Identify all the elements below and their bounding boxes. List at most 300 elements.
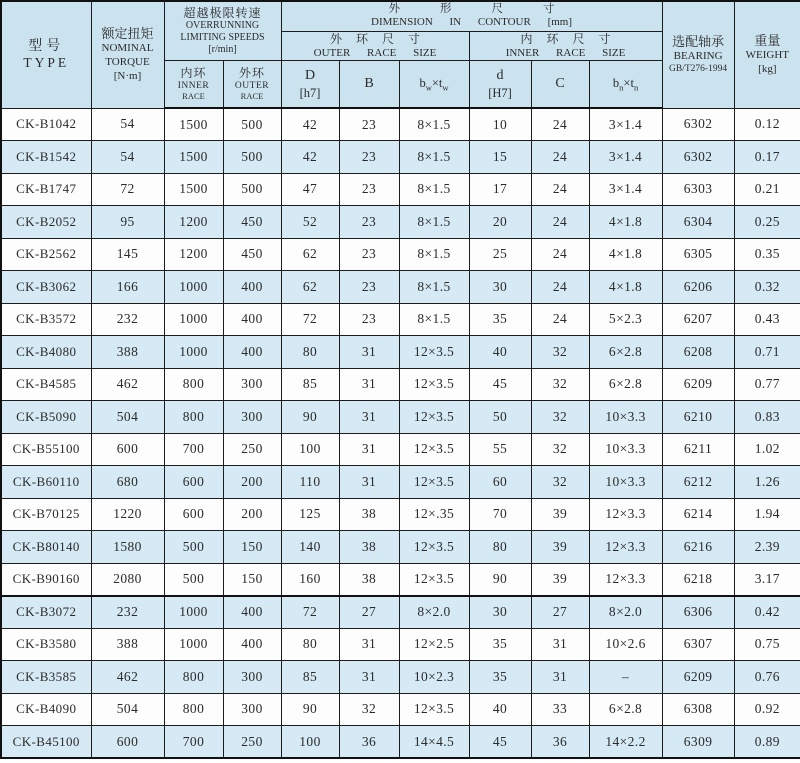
table-row [1, 693, 800, 726]
cell-bearing: 6216 [662, 531, 734, 564]
cell-inner-race-bn-tn: 3×1.4 [589, 173, 662, 206]
table-row [1, 141, 800, 174]
cell-outer-race-speed: 300 [223, 401, 281, 434]
cell-inner-race-d: 70 [469, 498, 531, 531]
cell-outer-race-D: 42 [281, 141, 339, 174]
cell-inner-race-C: 24 [531, 238, 589, 271]
cell-type: CK-B2562 [1, 238, 91, 271]
table-row [1, 596, 800, 629]
cell-inner-race-d: 45 [469, 368, 531, 401]
col-header-inner-race-size [469, 31, 662, 60]
cell-weight-kg: 0.25 [734, 206, 800, 239]
cell-torque-nm: 504 [91, 693, 164, 726]
cell-outer-race-speed: 400 [223, 628, 281, 661]
cell-outer-race-B: 31 [339, 336, 399, 369]
cell-torque-nm: 54 [91, 108, 164, 141]
cell-inner-race-speed: 700 [164, 726, 223, 759]
cell-outer-race-D: 62 [281, 271, 339, 304]
cell-outer-race-D: 62 [281, 238, 339, 271]
cell-weight-kg: 0.12 [734, 108, 800, 141]
cell-outer-race-bw-tw: 12×.35 [399, 498, 469, 531]
cell-weight-kg: 0.71 [734, 336, 800, 369]
cell-bearing: 6209 [662, 661, 734, 694]
table-row [1, 303, 800, 336]
cell-bearing: 6309 [662, 726, 734, 759]
table-row [1, 206, 800, 239]
cell-inner-race-d: 20 [469, 206, 531, 239]
cell-torque-nm: 680 [91, 466, 164, 499]
cell-outer-race-bw-tw: 8×1.5 [399, 173, 469, 206]
torque-header-zh: 额定扭矩 [101, 26, 154, 41]
torque-header [92, 22, 164, 88]
d-label: d [496, 67, 504, 83]
B-label: B [364, 75, 374, 91]
cell-inner-race-bn-tn: 10×3.3 [589, 401, 662, 434]
cell-inner-race-speed: 500 [164, 531, 223, 564]
cell-outer-race-speed: 500 [223, 108, 281, 141]
cell-outer-race-B: 23 [339, 303, 399, 336]
cell-torque-nm: 462 [91, 661, 164, 694]
cell-inner-race-speed: 1000 [164, 596, 223, 629]
cell-outer-race-D: 47 [281, 173, 339, 206]
cell-outer-race-B: 31 [339, 368, 399, 401]
weight-header-unit: [kg] [758, 62, 777, 75]
cell-outer-race-bw-tw: 12×3.5 [399, 466, 469, 499]
cell-outer-race-D: 140 [281, 531, 339, 564]
speeds-header-unit: [r/min] [208, 43, 237, 55]
table-row [1, 173, 800, 206]
cell-type: CK-B1747 [1, 173, 91, 206]
col-header-torque [91, 1, 164, 108]
cell-inner-race-d: 45 [469, 726, 531, 759]
cell-inner-race-speed: 1500 [164, 141, 223, 174]
cell-outer-race-bw-tw: 12×2.5 [399, 628, 469, 661]
cell-outer-race-speed: 400 [223, 336, 281, 369]
table-row [1, 368, 800, 401]
cell-type: CK-B5090 [1, 401, 91, 434]
table-row [1, 628, 800, 661]
cell-inner-race-speed: 800 [164, 693, 223, 726]
bearing-header-en: BEARING [673, 50, 723, 63]
cell-outer-race-D: 72 [281, 596, 339, 629]
cell-inner-race-bn-tn: 10×3.3 [589, 433, 662, 466]
cell-inner-race-speed: 800 [164, 368, 223, 401]
cell-torque-nm: 54 [91, 141, 164, 174]
cell-outer-race-speed: 300 [223, 368, 281, 401]
table-row [1, 498, 800, 531]
cell-bearing: 6302 [662, 141, 734, 174]
cell-bearing: 6206 [662, 271, 734, 304]
torque-header-en1: NOMINAL [101, 42, 154, 55]
cell-torque-nm: 1580 [91, 531, 164, 564]
col-header-type [1, 1, 91, 108]
cell-outer-race-D: 42 [281, 108, 339, 141]
cell-inner-race-speed: 1000 [164, 628, 223, 661]
cell-outer-race-B: 31 [339, 466, 399, 499]
cell-inner-race-C: 39 [531, 531, 589, 564]
col-header-outer-race-speed [223, 60, 281, 108]
bn-tn-label: $b_n\times t_n$ [612, 75, 639, 92]
cell-outer-race-B: 31 [339, 628, 399, 661]
cell-type: CK-B45100 [1, 726, 91, 759]
cell-inner-race-bn-tn: 3×1.4 [589, 108, 662, 141]
cell-outer-race-D: 90 [281, 693, 339, 726]
cell-inner-race-speed: 800 [164, 661, 223, 694]
cell-outer-race-speed: 500 [223, 173, 281, 206]
cell-inner-race-d: 35 [469, 661, 531, 694]
cell-outer-race-B: 23 [339, 141, 399, 174]
cell-weight-kg: 0.43 [734, 303, 800, 336]
cell-inner-race-bn-tn: 4×1.8 [589, 238, 662, 271]
table-body [1, 108, 800, 758]
cell-torque-nm: 166 [91, 271, 164, 304]
cell-bearing: 6212 [662, 466, 734, 499]
cell-outer-race-B: 23 [339, 108, 399, 141]
speeds-header-en2: LIMITING SPEEDS [180, 31, 265, 43]
cell-inner-race-C: 39 [531, 498, 589, 531]
inner-speed-en2: RACE [182, 90, 205, 101]
cell-torque-nm: 72 [91, 173, 164, 206]
cell-inner-race-d: 17 [469, 173, 531, 206]
table-row [1, 466, 800, 499]
cell-inner-race-bn-tn: 5×2.3 [589, 303, 662, 336]
cell-inner-race-bn-tn: – [589, 661, 662, 694]
cell-bearing: 6305 [662, 238, 734, 271]
cell-inner-race-speed: 1500 [164, 108, 223, 141]
cell-outer-race-B: 36 [339, 726, 399, 759]
cell-outer-race-D: 80 [281, 336, 339, 369]
cell-outer-race-bw-tw: 8×1.5 [399, 303, 469, 336]
table-row [1, 401, 800, 434]
cell-weight-kg: 0.77 [734, 368, 800, 401]
col-header-B [339, 60, 399, 108]
cell-torque-nm: 600 [91, 726, 164, 759]
bearing-header-standard: GB/T276-1994 [669, 63, 728, 74]
cell-bearing: 6307 [662, 628, 734, 661]
cell-inner-race-bn-tn: 10×2.6 [589, 628, 662, 661]
cell-outer-race-B: 23 [339, 173, 399, 206]
cell-weight-kg: 0.92 [734, 693, 800, 726]
cell-inner-race-d: 90 [469, 563, 531, 596]
table-row [1, 108, 800, 141]
cell-inner-race-C: 36 [531, 726, 589, 759]
cell-outer-race-D: 85 [281, 661, 339, 694]
cell-bearing: 6308 [662, 693, 734, 726]
table-row [1, 238, 800, 271]
cell-torque-nm: 462 [91, 368, 164, 401]
cell-outer-race-speed: 200 [223, 466, 281, 499]
cell-inner-race-speed: 1000 [164, 303, 223, 336]
cell-outer-race-speed: 250 [223, 433, 281, 466]
cell-outer-race-B: 38 [339, 531, 399, 564]
cell-inner-race-speed: 600 [164, 498, 223, 531]
cell-bearing: 6304 [662, 206, 734, 239]
cell-inner-race-C: 24 [531, 141, 589, 174]
cell-weight-kg: 0.35 [734, 238, 800, 271]
outer-speed-zh: 外环 [239, 66, 266, 81]
cell-inner-race-bn-tn: 12×3.3 [589, 531, 662, 564]
cell-type: CK-B70125 [1, 498, 91, 531]
cell-type: CK-B3572 [1, 303, 91, 336]
cell-type: CK-B3585 [1, 661, 91, 694]
weight-header-zh: 重量 [754, 32, 781, 48]
cell-inner-race-C: 32 [531, 368, 589, 401]
cell-inner-race-d: 30 [469, 271, 531, 304]
cell-type: CK-B1542 [1, 141, 91, 174]
cell-outer-race-D: 85 [281, 368, 339, 401]
col-header-bw-tw [399, 60, 469, 108]
cell-inner-race-speed: 800 [164, 401, 223, 434]
dimension-header-en: DIMENSION IN CONTOUR [mm] [371, 16, 573, 29]
cell-outer-race-bw-tw: 8×1.5 [399, 206, 469, 239]
cell-outer-race-B: 31 [339, 401, 399, 434]
cell-inner-race-C: 32 [531, 336, 589, 369]
cell-weight-kg: 1.26 [734, 466, 800, 499]
cell-type: CK-B3072 [1, 596, 91, 629]
cell-outer-race-bw-tw: 12×3.5 [399, 433, 469, 466]
cell-inner-race-bn-tn: 4×1.8 [589, 206, 662, 239]
cell-inner-race-speed: 1500 [164, 173, 223, 206]
cell-outer-race-bw-tw: 10×2.3 [399, 661, 469, 694]
cell-weight-kg: 2.39 [734, 531, 800, 564]
cell-inner-race-speed: 1200 [164, 238, 223, 271]
table-row [1, 563, 800, 596]
cell-type: CK-B80140 [1, 531, 91, 564]
cell-bearing: 6210 [662, 401, 734, 434]
cell-outer-race-speed: 450 [223, 238, 281, 271]
cell-inner-race-bn-tn: 6×2.8 [589, 368, 662, 401]
cell-inner-race-bn-tn: 3×1.4 [589, 141, 662, 174]
cell-outer-race-B: 38 [339, 563, 399, 596]
cell-outer-race-bw-tw: 8×2.0 [399, 596, 469, 629]
dimension-header-zh: 外形尺寸 [388, 3, 595, 16]
bearing-header-zh: 选配轴承 [672, 33, 725, 49]
cell-inner-race-C: 31 [531, 628, 589, 661]
col-header-inner-race-speed [164, 60, 223, 108]
cell-weight-kg: 0.75 [734, 628, 800, 661]
weight-header-en: WEIGHT [745, 49, 790, 62]
cell-torque-nm: 504 [91, 401, 164, 434]
cell-inner-race-C: 33 [531, 693, 589, 726]
cell-outer-race-bw-tw: 8×1.5 [399, 238, 469, 271]
cell-type: CK-B55100 [1, 433, 91, 466]
cell-outer-race-B: 23 [339, 271, 399, 304]
cell-bearing: 6218 [662, 563, 734, 596]
col-header-weight [734, 1, 800, 108]
D-tolerance: [h7] [299, 85, 321, 100]
type-header-zh: 型号 [28, 38, 65, 54]
cell-bearing: 6207 [662, 303, 734, 336]
cell-inner-race-d: 25 [469, 238, 531, 271]
cell-outer-race-D: 125 [281, 498, 339, 531]
cell-type: CK-B4080 [1, 336, 91, 369]
cell-inner-race-C: 32 [531, 433, 589, 466]
cell-outer-race-B: 23 [339, 238, 399, 271]
D-label: D [304, 67, 316, 83]
type-header-en: TYPE [23, 55, 70, 71]
cell-bearing: 6303 [662, 173, 734, 206]
cell-outer-race-bw-tw: 12×3.5 [399, 693, 469, 726]
table-row [1, 336, 800, 369]
cell-inner-race-speed: 600 [164, 466, 223, 499]
cell-torque-nm: 232 [91, 596, 164, 629]
cell-inner-race-d: 40 [469, 336, 531, 369]
cell-outer-race-D: 160 [281, 563, 339, 596]
cell-inner-race-speed: 500 [164, 563, 223, 596]
cell-torque-nm: 1220 [91, 498, 164, 531]
cell-outer-race-B: 23 [339, 206, 399, 239]
cell-inner-race-bn-tn: 12×3.3 [589, 563, 662, 596]
cell-torque-nm: 145 [91, 238, 164, 271]
cell-bearing: 6214 [662, 498, 734, 531]
cell-weight-kg: 1.94 [734, 498, 800, 531]
speeds-header-en1: OVERRUNNING [185, 19, 260, 31]
cell-weight-kg: 0.32 [734, 271, 800, 304]
cell-inner-race-d: 35 [469, 628, 531, 661]
cell-type: CK-B2052 [1, 206, 91, 239]
cell-weight-kg: 0.83 [734, 401, 800, 434]
cell-inner-race-C: 24 [531, 303, 589, 336]
cell-torque-nm: 2080 [91, 563, 164, 596]
cell-inner-race-speed: 1000 [164, 336, 223, 369]
cell-type: CK-B3580 [1, 628, 91, 661]
cell-inner-race-bn-tn: 8×2.0 [589, 596, 662, 629]
inner-speed-en1: INNER [177, 80, 210, 91]
cell-type: CK-B60110 [1, 466, 91, 499]
C-label: C [555, 75, 565, 91]
col-header-outer-race-size [281, 31, 469, 60]
cell-outer-race-speed: 300 [223, 693, 281, 726]
cell-inner-race-d: 60 [469, 466, 531, 499]
cell-bearing: 6211 [662, 433, 734, 466]
weight-header [735, 29, 800, 81]
cell-outer-race-bw-tw: 14×4.5 [399, 726, 469, 759]
cell-bearing: 6208 [662, 336, 734, 369]
cell-type: CK-B3062 [1, 271, 91, 304]
cell-torque-nm: 388 [91, 336, 164, 369]
speeds-header-zh: 超越极限转速 [183, 5, 262, 20]
cell-type: CK-B4090 [1, 693, 91, 726]
outer-size-header-zh: 外环尺寸 [330, 31, 435, 46]
table-row [1, 271, 800, 304]
cell-weight-kg: 0.21 [734, 173, 800, 206]
inner-size-header-en: INNER RACE SIZE [505, 46, 626, 59]
cell-inner-race-d: 55 [469, 433, 531, 466]
cell-outer-race-bw-tw: 12×3.5 [399, 336, 469, 369]
col-header-D-h7 [281, 60, 339, 108]
cell-outer-race-speed: 250 [223, 726, 281, 759]
cell-outer-race-D: 100 [281, 726, 339, 759]
cell-torque-nm: 95 [91, 206, 164, 239]
cell-outer-race-bw-tw: 12×3.5 [399, 368, 469, 401]
cell-outer-race-speed: 400 [223, 271, 281, 304]
cell-inner-race-C: 32 [531, 466, 589, 499]
torque-header-en2: TORQUE [105, 56, 150, 68]
bearing-header [663, 30, 734, 80]
table-row [1, 531, 800, 564]
cell-inner-race-speed: 1200 [164, 206, 223, 239]
cell-outer-race-D: 100 [281, 433, 339, 466]
cell-outer-race-B: 32 [339, 693, 399, 726]
table-row [1, 433, 800, 466]
cell-outer-race-B: 38 [339, 498, 399, 531]
cell-weight-kg: 3.17 [734, 563, 800, 596]
col-header-bn-tn [589, 60, 662, 108]
cell-inner-race-C: 27 [531, 596, 589, 629]
col-header-bearing [662, 1, 734, 108]
cell-inner-race-d: 80 [469, 531, 531, 564]
cell-outer-race-speed: 150 [223, 563, 281, 596]
cell-outer-race-bw-tw: 12×3.5 [399, 531, 469, 564]
d-tolerance: [H7] [488, 85, 512, 100]
cell-outer-race-speed: 400 [223, 303, 281, 336]
col-header-d-H7 [469, 60, 531, 108]
cell-inner-race-speed: 700 [164, 433, 223, 466]
cell-inner-race-C: 31 [531, 661, 589, 694]
cell-outer-race-B: 27 [339, 596, 399, 629]
cell-inner-race-C: 24 [531, 206, 589, 239]
cell-bearing: 6302 [662, 108, 734, 141]
cell-inner-race-C: 39 [531, 563, 589, 596]
cell-inner-race-C: 24 [531, 108, 589, 141]
cell-outer-race-bw-tw: 12×3.5 [399, 563, 469, 596]
cell-inner-race-d: 30 [469, 596, 531, 629]
header-row-1 [1, 1, 800, 31]
cell-type: CK-B4585 [1, 368, 91, 401]
cell-weight-kg: 1.02 [734, 433, 800, 466]
cell-bearing: 6306 [662, 596, 734, 629]
bw-tw-label: $b_w\times t_w$ [419, 75, 449, 92]
outer-speed-en2: RACE [240, 90, 264, 101]
cell-outer-race-speed: 300 [223, 661, 281, 694]
cell-inner-race-bn-tn: 6×2.8 [589, 336, 662, 369]
cell-torque-nm: 600 [91, 433, 164, 466]
cell-inner-race-bn-tn: 6×2.8 [589, 693, 662, 726]
col-header-dimension [281, 1, 662, 31]
cell-outer-race-speed: 200 [223, 498, 281, 531]
cell-outer-race-D: 110 [281, 466, 339, 499]
cell-type: CK-B1042 [1, 108, 91, 141]
cell-type: CK-B90160 [1, 563, 91, 596]
cell-inner-race-bn-tn: 14×2.2 [589, 726, 662, 759]
type-header [2, 34, 91, 76]
cell-weight-kg: 0.76 [734, 661, 800, 694]
cell-outer-race-bw-tw: 8×1.5 [399, 108, 469, 141]
torque-header-unit: [N·m] [113, 69, 142, 82]
cell-inner-race-C: 32 [531, 401, 589, 434]
cell-inner-race-d: 50 [469, 401, 531, 434]
cell-weight-kg: 0.17 [734, 141, 800, 174]
cell-outer-race-speed: 400 [223, 596, 281, 629]
cell-outer-race-bw-tw: 8×1.5 [399, 141, 469, 174]
cell-inner-race-d: 35 [469, 303, 531, 336]
col-header-C [531, 60, 589, 108]
cell-torque-nm: 388 [91, 628, 164, 661]
cell-inner-race-C: 24 [531, 271, 589, 304]
cell-outer-race-bw-tw: 8×1.5 [399, 271, 469, 304]
cell-outer-race-D: 80 [281, 628, 339, 661]
cell-weight-kg: 0.42 [734, 596, 800, 629]
outer-speed-en1: OUTER [234, 80, 270, 91]
cell-inner-race-bn-tn: 4×1.8 [589, 271, 662, 304]
cell-inner-race-d: 40 [469, 693, 531, 726]
cell-outer-race-bw-tw: 12×3.5 [399, 401, 469, 434]
cell-outer-race-speed: 150 [223, 531, 281, 564]
cell-outer-race-B: 31 [339, 661, 399, 694]
outer-size-header-en: OUTER RACE SIZE [313, 46, 437, 59]
cell-outer-race-speed: 450 [223, 206, 281, 239]
cell-inner-race-d: 10 [469, 108, 531, 141]
